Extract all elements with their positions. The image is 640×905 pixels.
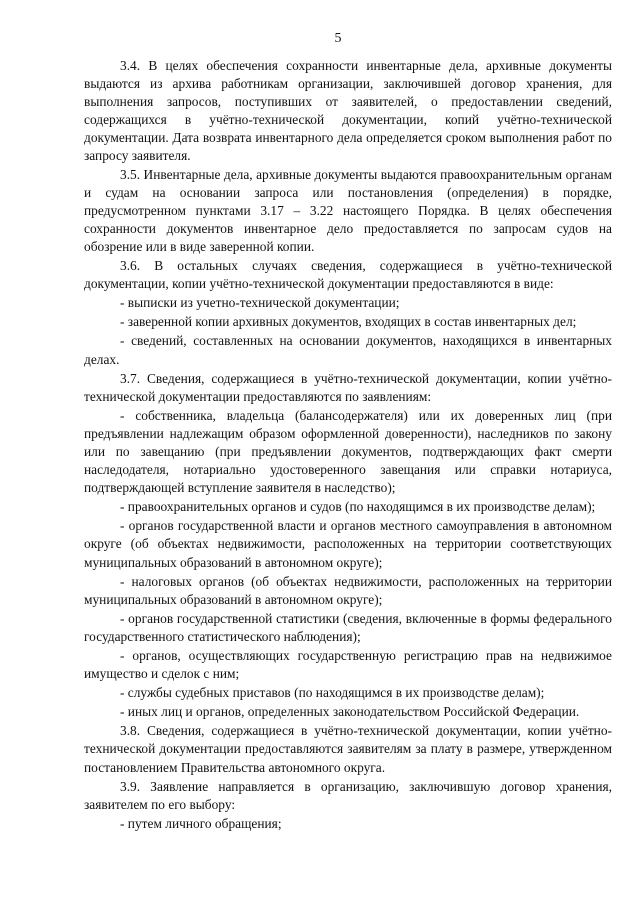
paragraph-3-9: 3.9. Заявление направляется в организацию, заключившую договор хранения, заявителем по его выбору: xyxy=(84,778,612,812)
list-item: - собственника, владельца (балансодержателя) или их доверенных лиц (при предъявлении надлежащим образом оформленной доверенности), наследников по закону или по завещанию (при предъявлении документов, подтверждающих факт смерти наследодателя, нотариально удостоверенного завещания или справки нотариуса, подтверждающей вступление заявителя в наследство); xyxy=(84,407,612,496)
list-item: - заверенной копии архивных документов, входящих в состав инвентарных дел; xyxy=(120,314,577,330)
paragraph-3-6: 3.6. В остальных случаях сведения, содержащиеся в учётно-технической документации, копии учётно-технической документации предоставляются в виде: xyxy=(84,258,612,292)
list-item: - сведений, составленных на основании документов, находящихся в инвентарных делах. xyxy=(84,333,612,367)
list-item: - органов, осуществляющих государственную регистрацию прав на недвижимое имущество и сделок с ним; xyxy=(84,648,612,682)
list-item: - органов государственной статистики (сведения, включенные в формы федерального государственного статистического наблюдения); xyxy=(84,610,612,644)
paragraph-3-5: 3.5. Инвентарные дела, архивные документы выдаются правоохранительным органам и судам на основании запроса или постановления (определения) в порядке, предусмотренном пунктами 3.17 – 3.22 настоящего Порядка. В целях обеспечения сохранности документов инвентарное дело предоставляется по запросам судов на обозрение или в виде заверенной копии. xyxy=(84,166,612,254)
paragraph-3-7: 3.7. Сведения, содержащиеся в учётно-технической документации, копии учётно-технической документации предоставляются по заявлениям: xyxy=(84,370,612,404)
list-item: - правоохранительных органов и судов (по находящимся в их производстве делам); xyxy=(120,499,596,515)
list-item: - налоговых органов (об объектах недвижимости, расположенных на территории муниципальных образований в автономном округе); xyxy=(84,573,612,607)
list-item: - выписки из учетно-технической документации; xyxy=(120,295,400,311)
page-number: 5 xyxy=(334,31,342,46)
document-body xyxy=(84,57,612,833)
list-item: - путем личного обращения; xyxy=(120,815,282,831)
list-item: - службы судебных приставов (по находящимся в их производстве делам); xyxy=(120,685,545,701)
paragraph-3-4: 3.4. В целях обеспечения сохранности инвентарные дела, архивные документы выдаются из архива работникам организации, заключившей договор хранения, для выполнения запросов, поступивших от заявителей, о предоставлении сведений, содержащихся в учётно-технической документации, копий учётно-технической документации. Дата возврата инвентарного дела определяется сроком выполнения работ по запросу заявителя. xyxy=(84,58,612,164)
list-item: - органов государственной власти и органов местного самоуправления в автономном округе (об объектах недвижимости, расположенных на территории соответствующих муниципальных образований в автономном округе); xyxy=(84,518,612,570)
list-item: - иных лиц и органов, определенных законодательством Российской Федерации. xyxy=(120,704,580,720)
paragraph-3-8: 3.8. Сведения, содержащиеся в учётно-технической документации, копии учётно-технической документации предоставляются заявителям за плату в размере, утвержденном постановлением Правительства автономного округа. xyxy=(84,723,612,775)
